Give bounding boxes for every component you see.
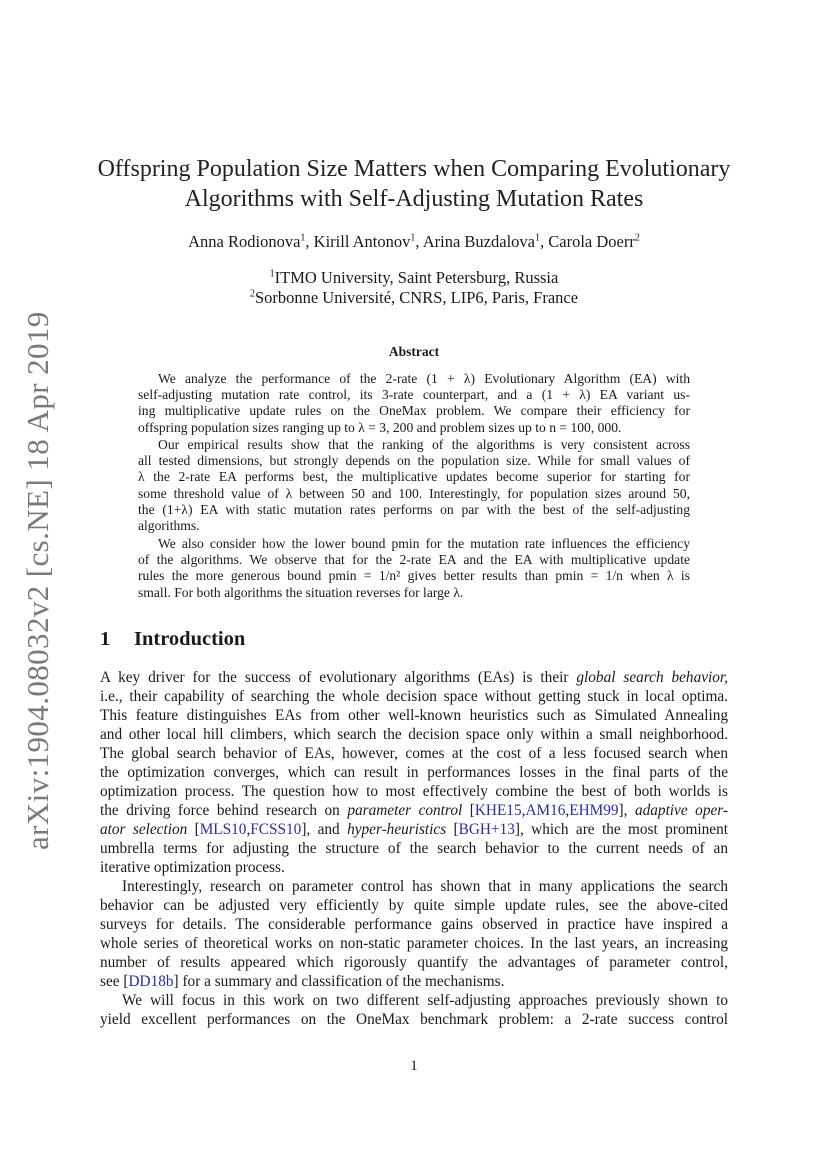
abstract-line: self-adjusting mutation rate control, its 3-rate counterpart, and a (1 + λ) EA variant us- (138, 387, 690, 403)
body-line: yield excellent performances on the OneMax benchmark problem: a 2-rate success control (100, 1011, 728, 1028)
aff-sup: 1 (269, 268, 275, 280)
author-name: Carola Doerr (548, 232, 635, 251)
affiliation-2 (90, 288, 738, 308)
author-sup: 1 (300, 232, 306, 244)
author-name: Kirill Antonov (313, 232, 411, 251)
citation-link[interactable]: EHM99 (569, 802, 619, 819)
emphasis: parameter control (347, 802, 463, 819)
title-line-1: Offspring Population Size Matters when Comparing Evolutionary (97, 156, 731, 182)
body-line: iterative optimization process. (100, 859, 285, 876)
author-sup: 2 (634, 232, 640, 244)
body-line: ator selection [MLS10,FCSS10], and hyper-heuristics [BGH+13], which are the most prominent (100, 821, 728, 838)
page-number: 1 (410, 1058, 418, 1074)
abstract-line: λ the 2-rate EA performs best, the multiplicative updates become superior for starting for (138, 469, 690, 485)
body-line: the driving force behind research on parameter control [KHE15,AM16,EHM99], adaptive oper- (100, 802, 728, 819)
abstract-line: rules the more generous bound pmin = 1/n² gives better results than pmin = 1/n when λ is (138, 568, 690, 584)
body-line: and other local hill climbers, which search the decision space only within a small neighborhood. (100, 726, 728, 743)
body-line: the optimization converges, which can result in performances losses in the final parts of the (100, 764, 728, 781)
citation-link[interactable]: FCSS10 (250, 821, 302, 838)
body-line: umbrella terms for adjusting the structure of the search behavior to the current needs of an (100, 840, 728, 857)
paper-title (90, 154, 738, 214)
abstract-paragraph-1 (138, 371, 690, 436)
abstract-line: some threshold value of λ between 50 and 100. Interestingly, for population sizes around 50, (138, 485, 690, 501)
abstract-heading: Abstract (388, 344, 440, 359)
citation-link[interactable]: KHE15 (474, 802, 522, 819)
intro-paragraph-1 (100, 668, 728, 877)
abstract-line: small. For both algorithms the situation reverses for large λ. (138, 584, 464, 600)
body-line: behavior can be adjusted very efficiently by quite simple update rules, see the above-cited (100, 897, 728, 914)
abstract-line: all tested dimensions, but strongly depends on the population size. While for small values of (138, 453, 690, 469)
author-name: Anna Rodionova (188, 232, 301, 251)
citation-link[interactable]: AM16 (525, 802, 566, 819)
aff-text: Sorbonne Université, CNRS, LIP6, Paris, France (254, 288, 579, 307)
emphasis: adaptive oper- (634, 802, 728, 819)
abstract-line: We analyze the performance of the 2-rate (1 + λ) Evolutionary Algorithm (EA) with (158, 371, 690, 386)
abstract-line: the (1+λ) EA with static mutation rates performs on par with the best of the self-adjusting (138, 501, 690, 517)
citation-link[interactable]: DD18b (128, 973, 174, 990)
abstract-line: of the algorithms. We observe that for the 2-rate EA and the EA with multiplicative update (138, 552, 690, 568)
emphasis: global search behavior, (576, 669, 729, 686)
abstract-line: Our empirical results show that the ranking of the algorithms is very consistent across (158, 437, 690, 452)
body-line: This feature distinguishes EAs from other well-known heuristics such as Simulated Annealing (100, 707, 728, 724)
aff-text: ITMO University, Saint Petersburg, Russia (274, 268, 559, 287)
author-sup: 1 (410, 232, 416, 244)
body-line: whole series of theoretical works on non-static parameter choices. In the last years, an increasing (100, 935, 728, 952)
body-line: see [DD18b] for a summary and classification of the mechanisms. (100, 973, 505, 990)
author-name: Arina Buzdalova (422, 232, 535, 251)
intro-paragraph-3 (100, 991, 728, 1029)
intro-paragraph-2 (100, 877, 728, 991)
affiliation-1 (90, 268, 738, 288)
body-line: surveys for details. The considerable performance gains observed in practice have inspired a (100, 916, 728, 933)
abstract-paragraph-2 (138, 437, 690, 534)
author-list: Anna Rodionova$^1$, Kirill Antonov$^1$, Arina Buzdalova$^1$, Carola Doerr$^2$ (188, 232, 640, 251)
body-line: A key driver for the success of evolutionary algorithms (EAs) is their global search behavior, (100, 669, 729, 686)
body-line: The global search behavior of EAs, however, comes at the cost of a less focused search when (100, 745, 728, 762)
aff-sup: 2 (249, 288, 255, 300)
section-heading (100, 628, 245, 651)
body-line: i.e., their capability of searching the whole decision space without getting stuck in local optima. (100, 688, 728, 705)
arxiv-stamp: arXiv:1904.08032v2 [cs.NE] 18 Apr 2019 (20, 311, 55, 850)
abstract-paragraph-3 (138, 536, 690, 601)
emphasis: ator selection (100, 821, 188, 838)
abstract-line: ing multiplicative update rules on the OneMax problem. We compare their efficiency for (138, 403, 690, 419)
body-line: number of results appeared which rigorously quantify the advantages of parameter control, (100, 954, 728, 971)
body-line: We will focus in this work on two different self-adjusting approaches previously shown to (122, 992, 728, 1009)
section-title: Introduction (134, 628, 246, 650)
title-line-2: Algorithms with Self-Adjusting Mutation Rates (184, 186, 644, 212)
section-number: 1 (100, 628, 111, 650)
emphasis: hyper-heuristics (347, 821, 447, 838)
abstract-line: offspring population sizes ranging up to λ = 3, 200 and problem sizes up to n = 100, 000. (138, 419, 622, 435)
body-line: Interestingly, research on parameter control has shown that in many applications the search (122, 878, 728, 895)
author-sup: 1 (535, 232, 540, 244)
abstract-line: algorithms. (138, 518, 200, 534)
body-line: optimization process. The question how to most effectively combine the best of both worlds is (100, 783, 728, 800)
citation-link[interactable]: BGH+13 (458, 821, 515, 838)
citation-link[interactable]: MLS10 (199, 821, 247, 838)
abstract-line: We also consider how the lower bound pmin for the mutation rate influences the efficiency (158, 536, 690, 551)
